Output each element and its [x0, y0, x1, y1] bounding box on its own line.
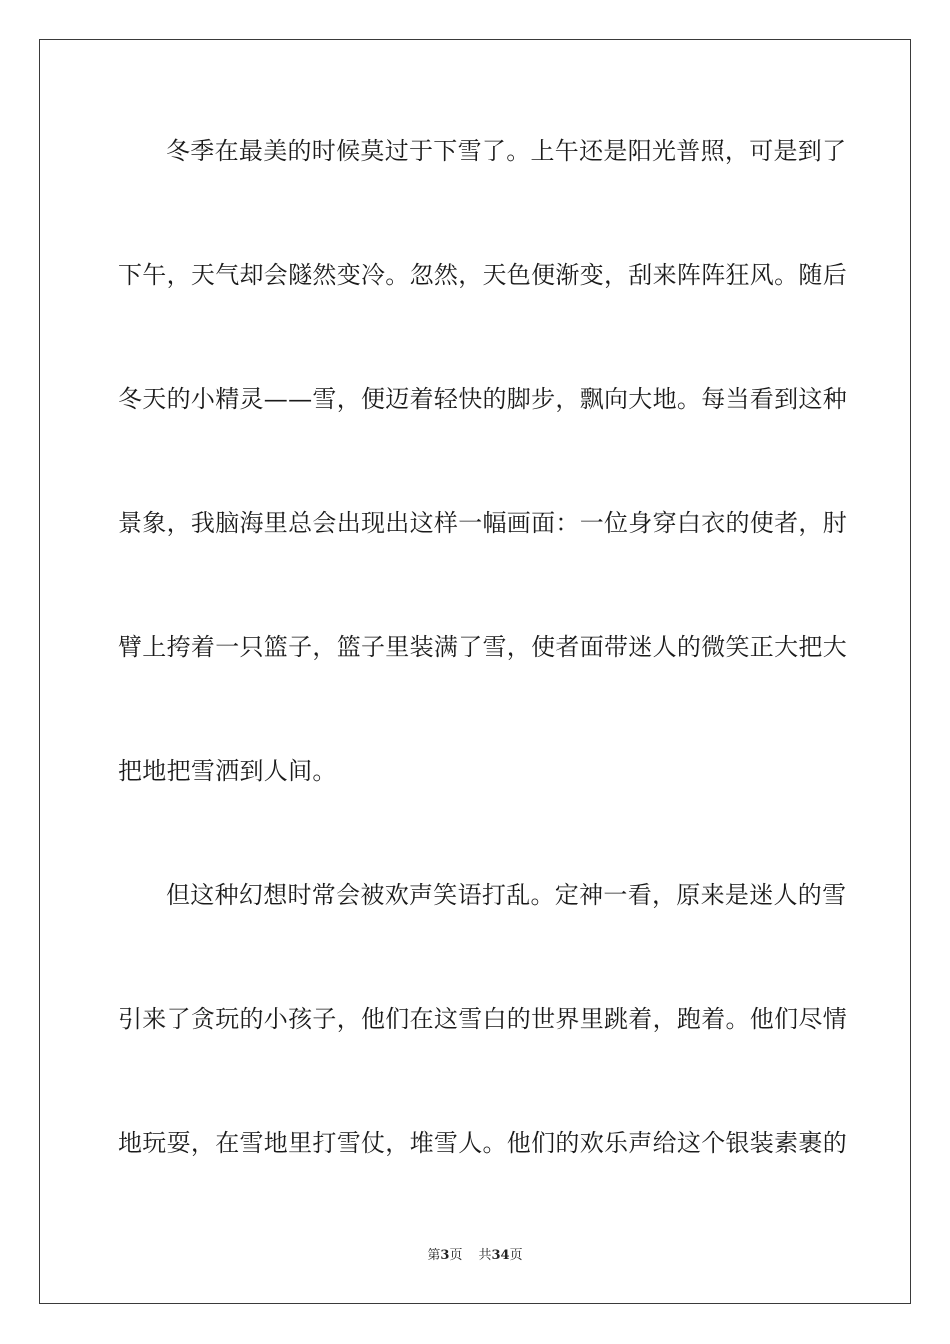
- paragraph-1-line-6: 把地把雪洒到人间。: [118, 757, 337, 785]
- page-number: 3: [440, 1248, 450, 1263]
- paragraph-2-line-1: 但这种幻想时常会被欢声笑语打乱。定神一看，原来是迷人的雪: [166, 881, 847, 909]
- paragraph-2-line-3: 地玩耍，在雪地里打雪仗，堆雪人。他们的欢乐声给这个银装素裹的: [118, 1129, 847, 1157]
- total-pages: 34: [491, 1248, 510, 1263]
- paragraph-1-line-2: 下午，天气却会隧然变冷。忽然，天色便渐变，刮来阵阵狂风。随后: [118, 261, 847, 289]
- body-text: [118, 120, 847, 1236]
- page-footer: [0, 1244, 950, 1263]
- page-suffix: 页: [449, 1248, 463, 1263]
- paragraph-1-line-4: 景象，我脑海里总会出现出这样一幅画面：一位身穿白衣的使者，肘: [118, 509, 847, 537]
- paragraph-1-line-3: 冬天的小精灵——雪，便迈着轻快的脚步，飘向大地。每当看到这种: [118, 385, 847, 413]
- paragraph-2-line-2: 引来了贪玩的小孩子，他们在这雪白的世界里跳着，跑着。他们尽情: [118, 1005, 847, 1033]
- total-prefix: 共: [478, 1248, 492, 1263]
- paragraph-1-line-1: 冬季在最美的时候莫过于下雪了。上午还是阳光普照，可是到了: [166, 137, 847, 165]
- paragraph-1-line-5: 臂上挎着一只篮子，篮子里装满了雪，使者面带迷人的微笑正大把大: [118, 633, 847, 661]
- page-prefix: 第: [427, 1248, 441, 1263]
- total-suffix: 页: [509, 1248, 523, 1263]
